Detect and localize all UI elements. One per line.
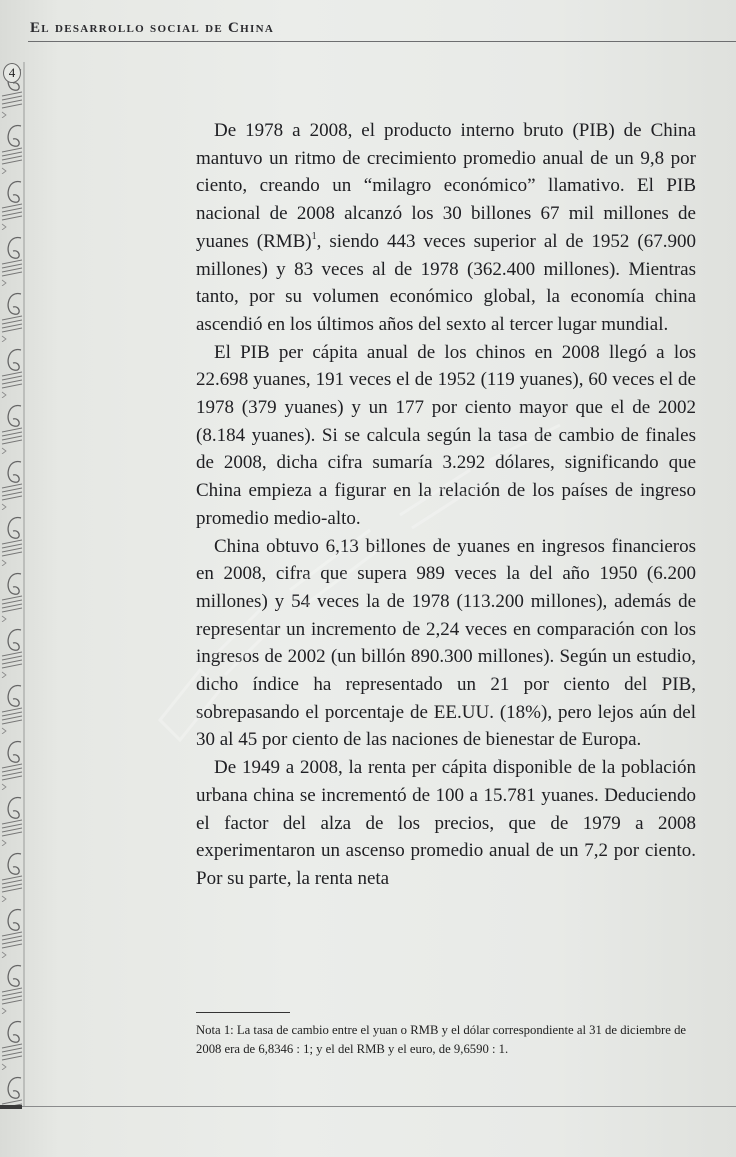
paragraph: De 1949 a 2008, la renta per cápita disponible de la población urbana china se incrementó de 100 a 15.781 yuanes. Deduciendo el factor del alza de los precios, que de 1979 a 2008 experimentaron un ascenso promedio anual de un 7,2 por ciento. Por su parte, la renta neta <box>196 757 696 889</box>
spiral-ornament-icon <box>0 62 25 1107</box>
running-header-title: El desarrollo social de China <box>30 20 275 36</box>
footnote-reference: 1 <box>311 230 317 242</box>
paragraph: De 1978 a 2008, el producto interno bruto (PIB) de China mantuvo un ritmo de crecimiento promedio anual de un 9,8 por ciento, creando un “milagro económico” llamativo. El PIB nacional de 2008 alcanzó los 30 billones 67 mil millones de yuanes (RMB)$^1$, siendo 443 veces superior al de 1952 (67.900 millones) y 83 veces al de 1978 (362.400 millones). Mientras tanto, por su volumen económico global, la economía china ascendió en los últimos años del sexto al tercer lugar mundial. <box>196 120 696 335</box>
margin-ornament-strip <box>0 62 25 1107</box>
footer-rule-accent <box>0 1105 22 1109</box>
footer-rule <box>0 1106 736 1107</box>
footnote-rule <box>196 1012 290 1013</box>
page-number: 4 <box>3 63 21 83</box>
header-rule <box>28 41 736 42</box>
paragraph: El PIB per cápita anual de los chinos en 2008 llegó a los 22.698 yuanes, 191 veces el de 1952 (119 yuanes), 60 veces el de 1978 (379 yuanes) y un 177 por ciento mayor que el de 2002 (8.184 yuanes). Si se calcula según la tasa de cambio de finales de 2008, dicha cifra sumaría 3.292 dólares, significando que China empieza a figurar en la relación de los países de ingreso promedio medio-alto. <box>196 341 696 529</box>
footnote: Nota 1: La tasa de cambio entre el yuan o RMB y el dólar correspondiente al 31 de diciembre de 2008 era de 6,8346 : 1; y el del RMB y el euro, de 9,6590 : 1. <box>196 1023 687 1056</box>
paragraph: China obtuvo 6,13 billones de yuanes en ingresos financieros en 2008, cifra que supera 989 veces la del año 1950 (6.200 millones) y 54 veces la de 1978 (113.200 millones), además de representar un incremento de 2,24 veces en comparación con los ingresos de 2002 (un billón 890.300 millones). Según un estudio, dicho índice ha representado un 21 por ciento del PIB, sobrepasando el porcentaje de EE.UU. (18%), pero lejos aún del 30 al 45 por ciento de las naciones de bienestar de Europa. <box>196 535 696 751</box>
body-text <box>196 117 696 893</box>
